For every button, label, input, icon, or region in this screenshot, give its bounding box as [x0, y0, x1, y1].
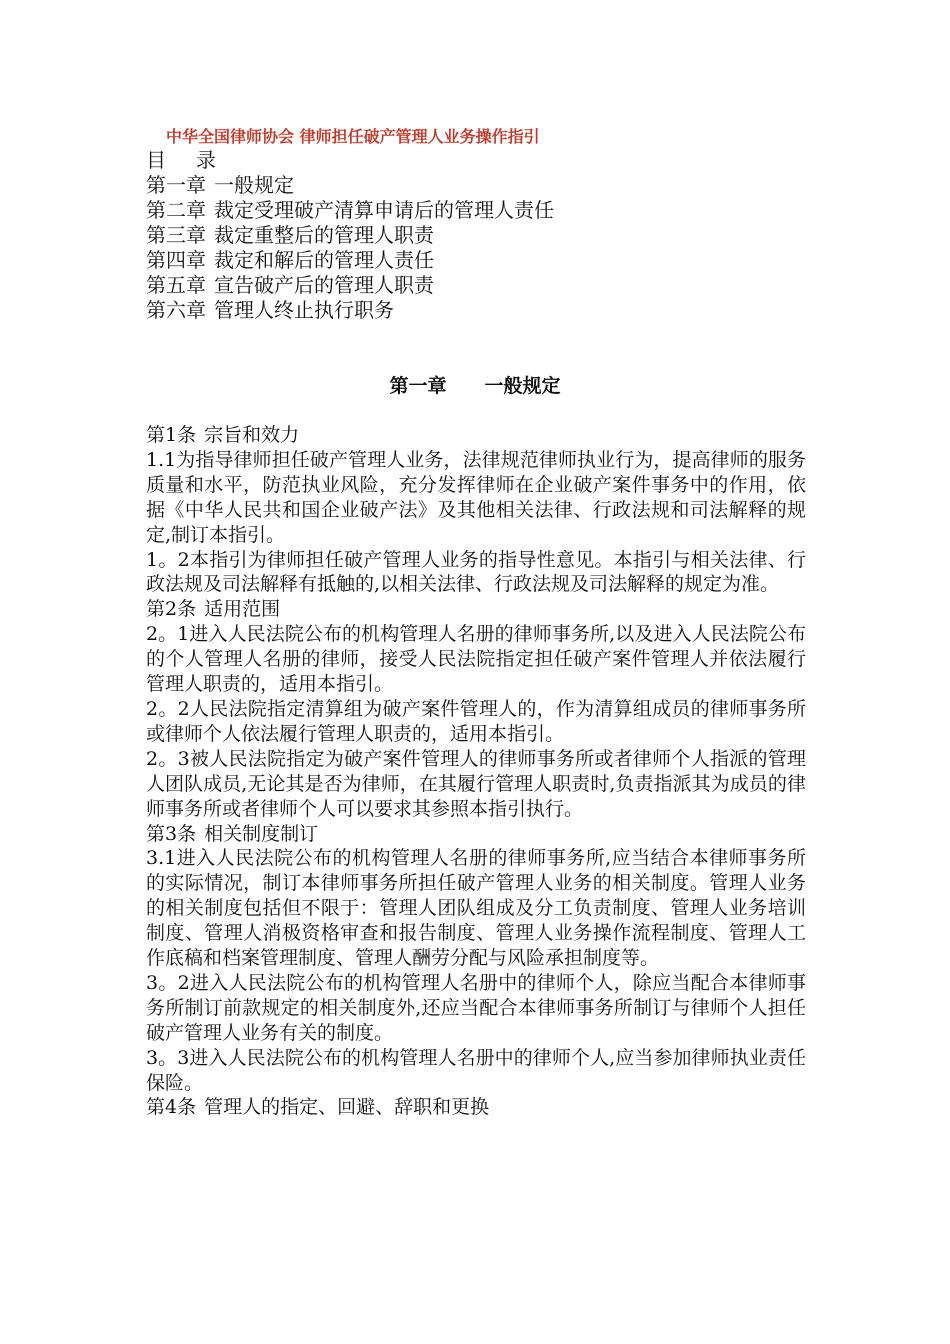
article-number: 第3条: [146, 822, 197, 845]
clause-paragraph: 2。2人民法院指定清算组为破产案件管理人的，作为清算组成员的律师事务所或律师个人依法履行管理人职责的，适用本指引。: [146, 697, 806, 745]
article-number: 第4条: [146, 1096, 197, 1119]
article-title: 宗旨和效力: [204, 424, 300, 446]
article-number: 第2条: [146, 598, 197, 621]
toc-item-title: 裁定受理破产清算申请后的管理人责任: [214, 198, 554, 222]
clause-paragraph: 1。2本指引为律师担任破产管理人业务的指导性意见。本指引与相关法律、行政法规及司法解释有抵触的,以相关法律、行政法规及司法解释的规定为准。: [146, 548, 806, 596]
article-title: 相关制度制订: [204, 822, 319, 845]
clause-paragraph: 3。3进入人民法院公布的机构管理人名册中的律师个人,应当参加律师执业责任保险。: [146, 1046, 806, 1094]
toc-item-title: 裁定和解后的管理人责任: [214, 248, 434, 272]
toc-item-number: 第一章: [146, 173, 206, 197]
toc-heading-left: 目: [146, 148, 166, 172]
toc-item-title: 一般规定: [214, 173, 294, 197]
clause-paragraph: 2。3被人民法院指定为破产案件管理人的律师事务所或者律师个人指派的管理人团队成员,无论其是否为律师，在其履行管理人职责时,负责指派其为成员的律师事务所或者律师个人可以要求其参照本指引执行。: [146, 747, 806, 820]
toc-heading-right: 录: [196, 148, 216, 172]
toc-item-title: 管理人终止执行职务: [214, 298, 394, 322]
table-of-contents: [146, 148, 554, 323]
toc-heading: [146, 148, 554, 173]
article-title: 管理人的指定、回避、辞职和更换: [204, 1096, 490, 1119]
clause-paragraph: 3.1进入人民法院公布的机构管理人名册的律师事务所,应当结合本律师事务所的实际情况，制订本律师事务所担任破产管理人业务的相关制度。管理人业务的相关制度包括但不限于：管理人团队组成及分工负责制度、管理人业务培训制度、管理人消极资格审查和报告制度、管理人业务操作流程制度、管理人工作底稿和档案管理制度、管理人酬劳分配与风险承担制度等。: [146, 847, 806, 970]
chapter-number: 第一章: [389, 375, 447, 397]
toc-item-number: 第三章: [146, 223, 206, 247]
toc-item: [146, 298, 554, 323]
document-body: [146, 423, 806, 1120]
toc-item: [146, 173, 554, 198]
toc-item: [146, 223, 554, 248]
document-title: 中华全国律师协会 律师担任破产管理人业务操作指引: [166, 127, 540, 146]
article-title: 适用范围: [204, 598, 281, 621]
article-heading: [146, 423, 806, 448]
toc-item: [146, 198, 554, 223]
article-number: 第1条: [146, 424, 197, 446]
article-heading: [146, 1095, 806, 1120]
toc-item: [146, 273, 554, 298]
toc-item-number: 第四章: [146, 248, 206, 272]
article-heading: [146, 822, 806, 847]
toc-item-number: 第二章: [146, 198, 206, 222]
clause-paragraph: 3。2进入人民法院公布的机构管理人名册中的律师个人，除应当配合本律师事务所制订前款规定的相关制度外,还应当配合本律师事务所制订与律师个人担任破产管理人业务有关的制度。: [146, 971, 806, 1044]
chapter-heading: [0, 372, 950, 400]
article-heading: [146, 597, 806, 622]
toc-item: [146, 248, 554, 273]
toc-item-number: 第六章: [146, 298, 206, 322]
chapter-title: 一般规定: [484, 375, 561, 397]
clause-paragraph: 2。1进入人民法院公布的机构管理人名册的律师事务所,以及进入人民法院公布的个人管理人名册的律师，接受人民法院指定担任破产案件管理人并依法履行管理人职责的，适用本指引。: [146, 623, 806, 696]
clause-paragraph: 1.1为指导律师担任破产管理人业务，法律规范律师执业行为，提高律师的服务质量和水平，防范执业风险，充分发挥律师在企业破产案件事务中的作用，依据《中华人民共和国企业破产法》及其他相关法律、行政法规和司法解释的规定,制订本指引。: [146, 448, 806, 546]
toc-item-number: 第五章: [146, 273, 206, 297]
toc-item-title: 宣告破产后的管理人职责: [214, 273, 434, 297]
toc-item-title: 裁定重整后的管理人职责: [214, 223, 434, 247]
